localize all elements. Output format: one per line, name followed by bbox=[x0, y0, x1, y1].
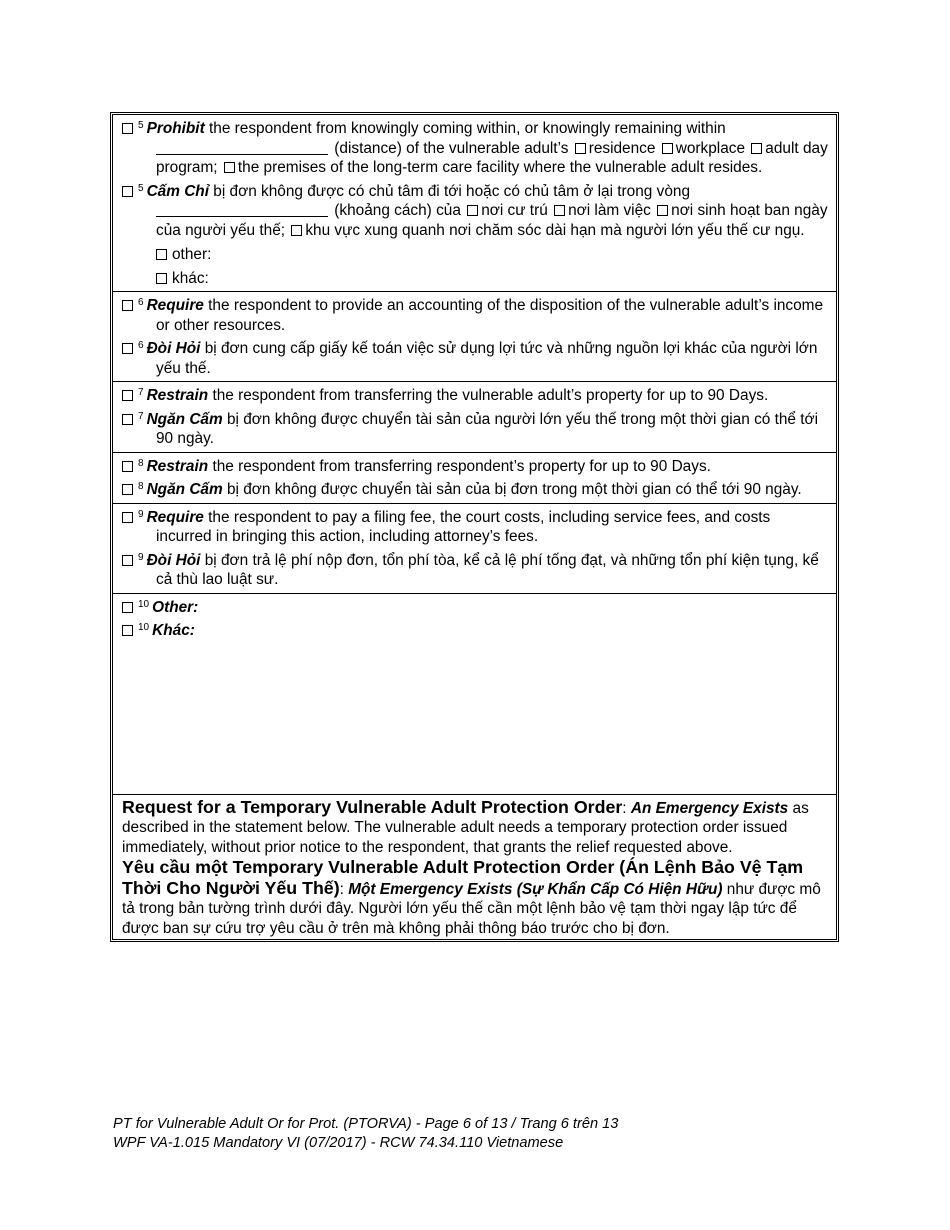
item-text: the respondent to provide an accounting of the disposition of the vulnerable adult’s income or other resources. bbox=[156, 297, 824, 334]
item-10-vi bbox=[122, 621, 828, 641]
request-vi bbox=[122, 858, 828, 938]
checkbox-noi-lam-viec[interactable] bbox=[554, 205, 565, 216]
colon: : bbox=[339, 880, 349, 898]
checkbox-7-vi[interactable] bbox=[122, 414, 133, 425]
other-option-vi bbox=[156, 269, 828, 289]
checkbox-5-vi[interactable] bbox=[122, 186, 133, 197]
request-en bbox=[122, 798, 828, 858]
checkbox-noi-sinh-hoat[interactable] bbox=[657, 205, 668, 216]
item-keyword: Cấm Chỉ bbox=[146, 182, 209, 200]
distance-blank-vi[interactable] bbox=[156, 202, 328, 217]
item-7-en bbox=[122, 386, 828, 406]
item-keyword: Prohibit bbox=[146, 120, 205, 137]
item-8-en bbox=[122, 457, 828, 477]
checkbox-5-en[interactable] bbox=[122, 123, 133, 134]
option-label: khu vực xung quanh nơi chăm sóc dài hạn mà người lớn yếu thế cư ngụ. bbox=[305, 221, 805, 239]
option-label: nơi cư trú bbox=[481, 202, 548, 219]
temporary-order-request bbox=[113, 795, 836, 940]
request-text-en: as described in the statement below. The vulnerable adult needs a temporary protection order issued immediately, without prior notice to the respondent, that grants the relief requested above. bbox=[122, 799, 809, 856]
item-keyword: Khác: bbox=[152, 622, 195, 639]
checkbox-9-vi[interactable] bbox=[122, 555, 133, 566]
option-label: residence bbox=[588, 139, 656, 157]
request-text-vi: như được mô tả trong bản tường trình dưới đây. Người lớn yếu thế cần một lệnh bảo vệ tạm thời ngay lập tức để được ban sự cứu trợ yêu cầu ở trên mà không phải thông báo trước cho bị đơn. bbox=[122, 880, 821, 937]
relief-request-form bbox=[110, 112, 839, 942]
item-text: (distance) of the vulnerable adult’s bbox=[334, 139, 569, 157]
item-text: bị đơn không được có chủ tâm đi tới hoặc có chủ tâm ở lại trong vòng bbox=[213, 182, 691, 200]
checkbox-8-en[interactable] bbox=[122, 461, 133, 472]
item-number: 6 bbox=[138, 297, 144, 308]
item-6-en bbox=[122, 296, 828, 335]
item-10-en bbox=[122, 598, 828, 618]
item-number: 9 bbox=[138, 508, 144, 520]
item-number: 8 bbox=[138, 457, 144, 469]
item-text: the respondent from transferring the vulnerable adult’s property for up to 90 Days. bbox=[212, 387, 769, 404]
item-number: 5 bbox=[138, 182, 144, 194]
item-number: 10 bbox=[138, 598, 150, 610]
option-label: nơi làm việc bbox=[568, 202, 651, 219]
item-text: the respondent from knowingly coming within, or knowingly remaining within bbox=[208, 120, 726, 137]
item-number: 8 bbox=[138, 481, 144, 492]
section-8 bbox=[113, 453, 836, 504]
item-9-vi bbox=[122, 551, 828, 590]
checkbox-khu-vuc-cham-soc[interactable] bbox=[291, 225, 302, 236]
checkbox-9-en[interactable] bbox=[122, 512, 133, 523]
item-8-vi bbox=[122, 480, 828, 500]
request-title-en: Request for a Temporary Vulnerable Adult Protection Order bbox=[122, 796, 623, 817]
item-7-vi bbox=[122, 410, 828, 449]
item-number: 7 bbox=[138, 410, 144, 422]
item-number: 5 bbox=[138, 120, 144, 131]
checkbox-other[interactable] bbox=[156, 249, 167, 260]
emergency-exists-vi: Một Emergency Exists (Sự Khẩn Cấp Có Hiện Hữu) bbox=[348, 880, 723, 898]
item-keyword: Đòi Hỏi bbox=[146, 551, 201, 569]
item-5-en bbox=[122, 119, 828, 178]
checkbox-workplace[interactable] bbox=[662, 143, 673, 154]
item-keyword: Require bbox=[146, 508, 204, 526]
item-number: 6 bbox=[138, 340, 144, 351]
section-9 bbox=[113, 504, 836, 594]
option-label: other: bbox=[172, 246, 212, 263]
footer-line-1: PT for Vulnerable Adult Or for Prot. (PTORVA) - Page 6 of 13 / Trang 6 trên 13 bbox=[113, 1116, 619, 1132]
section-5 bbox=[113, 115, 836, 292]
option-label: khác: bbox=[172, 269, 209, 287]
checkbox-10-vi[interactable] bbox=[122, 625, 133, 636]
item-keyword: Restrain bbox=[146, 457, 209, 475]
checkbox-8-vi[interactable] bbox=[122, 484, 133, 495]
item-number: 10 bbox=[138, 622, 150, 633]
distance-blank-en[interactable] bbox=[156, 140, 328, 155]
other-options bbox=[122, 245, 828, 288]
option-label: adult day program; bbox=[156, 139, 828, 176]
section-7 bbox=[113, 382, 836, 453]
other-option-en bbox=[156, 245, 828, 265]
checkbox-adult-day-program[interactable] bbox=[751, 143, 762, 154]
checkbox-care-facility[interactable] bbox=[224, 162, 235, 173]
item-number: 9 bbox=[138, 551, 144, 563]
colon: : bbox=[622, 799, 631, 817]
item-6-vi bbox=[122, 339, 828, 378]
item-keyword: Ngăn Cấm bbox=[146, 410, 223, 428]
item-text: bị đơn cung cấp giấy kế toán việc sử dụng lợi tức và những nguồn lợi khác của người lớn yếu thế. bbox=[156, 340, 818, 377]
page-footer bbox=[113, 1115, 618, 1153]
item-keyword: Other: bbox=[152, 598, 199, 616]
option-label: workplace bbox=[675, 139, 746, 157]
item-text: (khoảng cách) của bbox=[334, 202, 461, 219]
item-text: bị đơn không được chuyển tài sản của bị đơn trong một thời gian có thể tới 90 ngày. bbox=[226, 481, 802, 498]
item-text: the respondent from transferring respondent’s property for up to 90 Days. bbox=[212, 457, 711, 475]
emergency-exists-en: An Emergency Exists bbox=[630, 799, 789, 817]
item-keyword: Ngăn Cấm bbox=[146, 481, 223, 498]
checkbox-7-en[interactable] bbox=[122, 390, 133, 401]
item-5-vi bbox=[122, 182, 828, 241]
footer-line-2: WPF VA-1.015 Mandatory VI (07/2017) - RCW 74.34.110 Vietnamese bbox=[113, 1135, 564, 1151]
item-text: bị đơn trả lệ phí nộp đơn, tổn phí tòa, kể cả lệ phí tống đạt, và những tổn phí kiện tụng, kể cả thù lao luật sư. bbox=[156, 551, 819, 588]
checkbox-noi-cu-tru[interactable] bbox=[467, 205, 478, 216]
item-9-en bbox=[122, 508, 828, 547]
item-keyword: Restrain bbox=[146, 387, 209, 404]
item-number: 7 bbox=[138, 387, 144, 398]
checkbox-6-en[interactable] bbox=[122, 300, 133, 311]
request-title-vi: Yêu cầu một Temporary Vulnerable Adult Protection Order (Án Lệnh Bảo Vệ Tạm Thời Cho Người Yếu Thế) bbox=[122, 857, 804, 898]
option-label: nơi sinh hoạt ban ngày của người yếu thế; bbox=[156, 202, 828, 239]
section-10 bbox=[113, 594, 836, 795]
checkbox-khac[interactable] bbox=[156, 273, 167, 284]
checkbox-10-en[interactable] bbox=[122, 602, 133, 613]
checkbox-residence[interactable] bbox=[575, 143, 586, 154]
option-label: the premises of the long-term care facility where the vulnerable adult resides. bbox=[237, 159, 763, 176]
item-keyword: Require bbox=[146, 297, 204, 314]
item-text: bị đơn không được chuyển tài sản của người lớn yếu thế trong một thời gian có thể tới 90 ngày. bbox=[156, 410, 819, 447]
item-keyword: Đòi Hỏi bbox=[146, 340, 201, 357]
item-text: the respondent to pay a filing fee, the court costs, including service fees, and costs incurred in bringing this action, including attorney’s fees. bbox=[156, 508, 771, 545]
checkbox-6-vi[interactable] bbox=[122, 343, 133, 354]
section-6 bbox=[113, 292, 836, 382]
